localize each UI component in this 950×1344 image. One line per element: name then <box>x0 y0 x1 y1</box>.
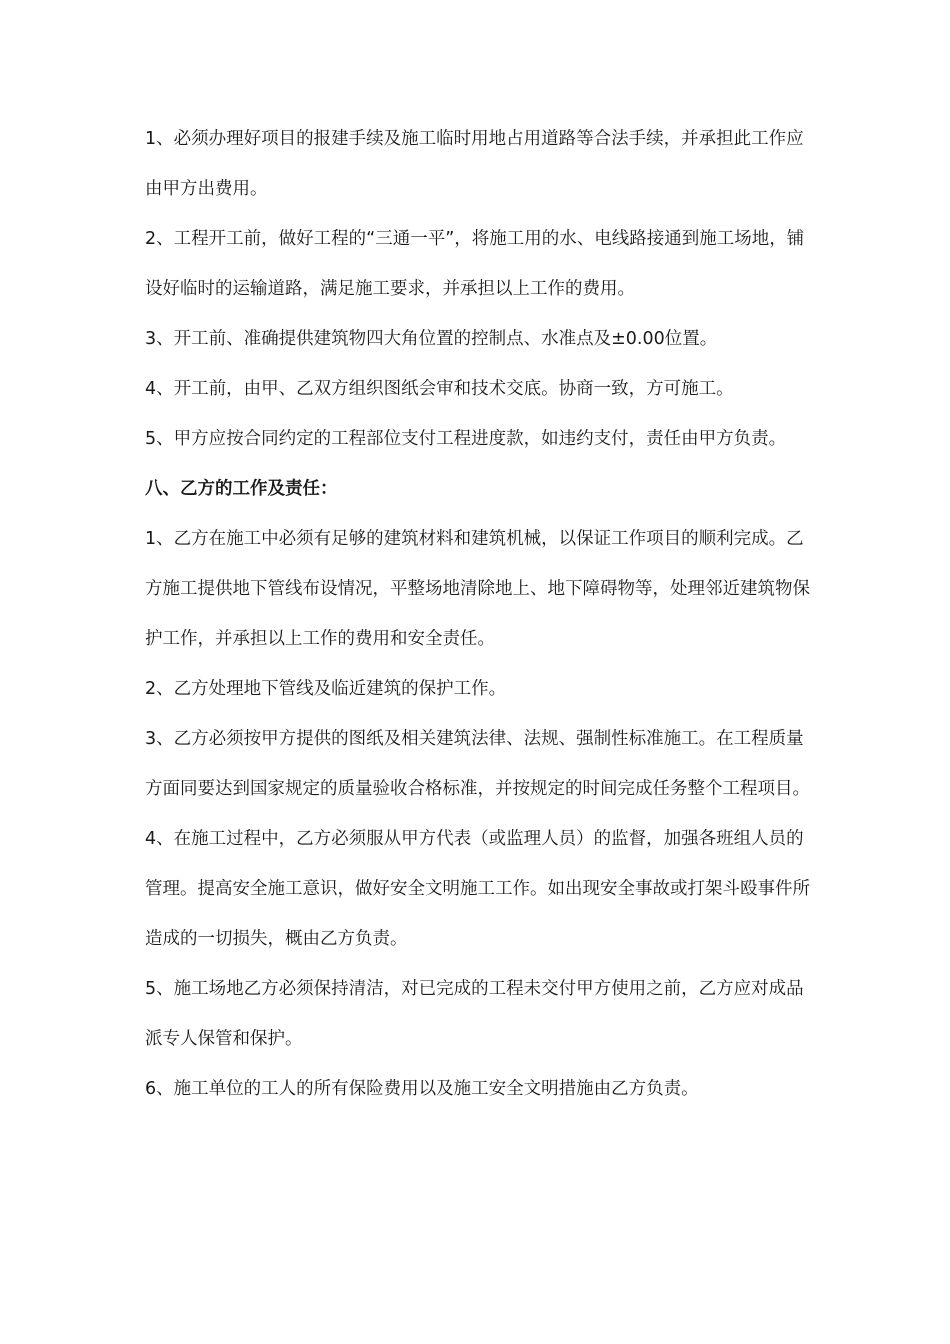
section-heading: 八、乙方的工作及责任： <box>145 479 338 499</box>
paragraph-7: 2、乙方处理地下管线及临近建筑的保护工作。 <box>145 679 507 699</box>
paragraph-10: 5、施工场地乙方必须保持清洁，对已完成的工程未交付甲方使用之前，乙方应对成品派专人保管和保护。 <box>145 979 804 1049</box>
paragraph-2: 2、工程开工前，做好工程的“三通一平”，将施工用的水、电线路接通到施工场地，铺设好临时的运输道路，满足施工要求，并承担以上工作的费用。 <box>145 229 805 299</box>
paragraph-11: 6、施工单位的工人的所有保险费用以及施工安全文明措施由乙方负责。 <box>145 1079 699 1099</box>
paragraph-5: 5、甲方应按合同约定的工程部位支付工程进度款，如违约支付，责任由甲方负责。 <box>145 429 787 449</box>
paragraph-3: 3、开工前、准确提供建筑物四大角位置的控制点、水准点及±0.00位置。 <box>145 329 718 349</box>
paragraph-4: 4、开工前，由甲、乙双方组织图纸会审和技术交底。协商一致，方可施工。 <box>145 379 734 399</box>
document-body <box>145 114 815 1114</box>
paragraph-1: 1、必须办理好项目的报建手续及施工临时用地占用道路等合法手续，并承担此工作应由甲方出费用。 <box>145 129 804 199</box>
paragraph-8: 3、乙方必须按甲方提供的图纸及相关建筑法律、法规、强制性标准施工。在工程质量方面同要达到国家规定的质量验收合格标准，并按规定的时间完成任务整个工程项目。 <box>145 729 810 799</box>
paragraph-9: 4、在施工过程中，乙方必须服从甲方代表（或监理人员）的监督，加强各班组人员的管理。提高安全施工意识，做好安全文明施工工作。如出现安全事故或打架斗殴事件所造成的一切损失，概由乙方负责。 <box>145 829 810 949</box>
paragraph-6: 1、乙方在施工中必须有足够的建筑材料和建筑机械，以保证工作项目的顺利完成。乙方施工提供地下管线布设情况，平整场地清除地上、地下障碍物等，处理邻近建筑物保护工作，并承担以上工作的费用和安全责任。 <box>145 529 810 649</box>
